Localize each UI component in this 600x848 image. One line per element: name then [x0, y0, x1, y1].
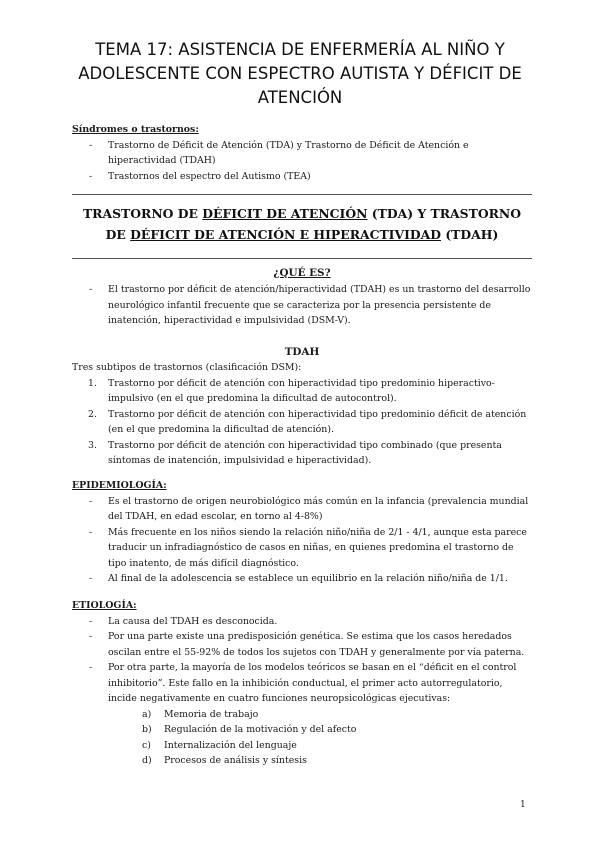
que-es-heading: ¿QUÉ ES? [273, 267, 331, 279]
list-item: - Al final de la adolescencia se establece un equilibrio en la relación niño/niña de 1/1. [72, 571, 532, 587]
list-item: - Trastorno de Déficit de Atención (TDA) y Trastorno de Déficit de Atención e hiperactividad (TDAH) [72, 138, 532, 169]
list-item: - Es el trastorno de origen neurobiológico más común en la infancia (prevalencia mundial del TDAH, en edad escolar, en torno al 4-8%) [72, 494, 532, 525]
list-item: - Trastornos del espectro del Autismo (TEA) [72, 169, 532, 185]
list-item: b) Regulación de la motivación y del afecto [142, 724, 357, 735]
list-item: c) Internalización del lenguaje [142, 739, 297, 751]
list-item: d) Procesos de análisis y síntesis [142, 755, 307, 766]
executive-functions-list [72, 707, 532, 769]
tdah-heading: TDAH [284, 346, 320, 358]
tdah-block [72, 360, 532, 469]
syndromes-block [72, 122, 532, 184]
syndromes-heading: Síndromes o trastornos: [72, 124, 199, 135]
list-item: - Por otra parte, la mayoría de los modelos teóricos se basan en el “déficit en el control inhibitorio”. Este fallo en la inhibición conductual, el primer acto autorregulatorio, incide negativamente en cuatro funciones neuropsicológicas ejecutivas: [72, 660, 532, 707]
section-title: TRASTORNO DE DÉFICIT DE ATENCIÓN (TDA) Y TRASTORNO DE DÉFICIT DE ATENCIÓN E HIPERACTIVIDAD (TDAH) [82, 206, 522, 242]
page-number: 1 [520, 800, 526, 810]
list-item: - El trastorno por déficit de atención/hiperactividad (TDAH) es un trastorno del desarrollo neurológico infantil frecuente que se caracteriza por la presencia persistente de inatención, hiperactividad e impulsividad (DSM-V). [72, 282, 532, 329]
etiologia-heading: ETIOLOGÍA: [72, 600, 137, 611]
epidemiologia-heading: EPIDEMIOLOGÍA: [72, 480, 167, 491]
que-es-block [72, 282, 532, 329]
tdah-intro: Tres subtipos de trastornos (clasificación DSM): [72, 362, 302, 373]
epidemiologia-block [72, 478, 532, 587]
list-item: 1. Trastorno por déficit de atención con hiperactividad tipo predominio hiperactivo-impulsivo (en el que predomina la dificultad de autocontrol). [88, 377, 495, 404]
list-item: - La causa del TDAH es desconocida. [72, 614, 532, 630]
tdah-subtypes-list [72, 376, 532, 469]
syndromes-list [72, 138, 532, 185]
document-title: TEMA 17: ASISTENCIA DE ENFERMERÍA AL NIÑO Y ADOLESCENTE CON ESPECTRO AUTISTA Y DÉFICIT DE ATENCIÓN [78, 40, 522, 107]
list-item: - Por una parte existe una predisposición genética. Se estima que los casos heredados oscilan entre el 55-92% de todos los sujetos con TDAH y generalmente por vía paterna. [72, 629, 532, 660]
etiologia-block [72, 598, 532, 769]
list-item: a) Memoria de trabajo [142, 708, 259, 720]
divider [72, 258, 532, 259]
divider [72, 194, 532, 195]
list-item: - Más frecuente en los niños siendo la relación niño/niña de 2/1 - 4/1, aunque esta parece traducir un infradiagnóstico de casos en niñas, en quienes predomina el trastorno de tipo inatento, de más difícil diagnóstico. [72, 525, 532, 572]
list-item: 2. Trastorno por déficit de atención con hiperactividad tipo predominio déficit de atención (en el que predomina la dificultad de atención). [88, 408, 527, 435]
list-item: 3. Trastorno por déficit de atención con hiperactividad tipo combinado (que presenta síntomas de inatención, impulsividad e hiperactividad). [88, 439, 502, 466]
